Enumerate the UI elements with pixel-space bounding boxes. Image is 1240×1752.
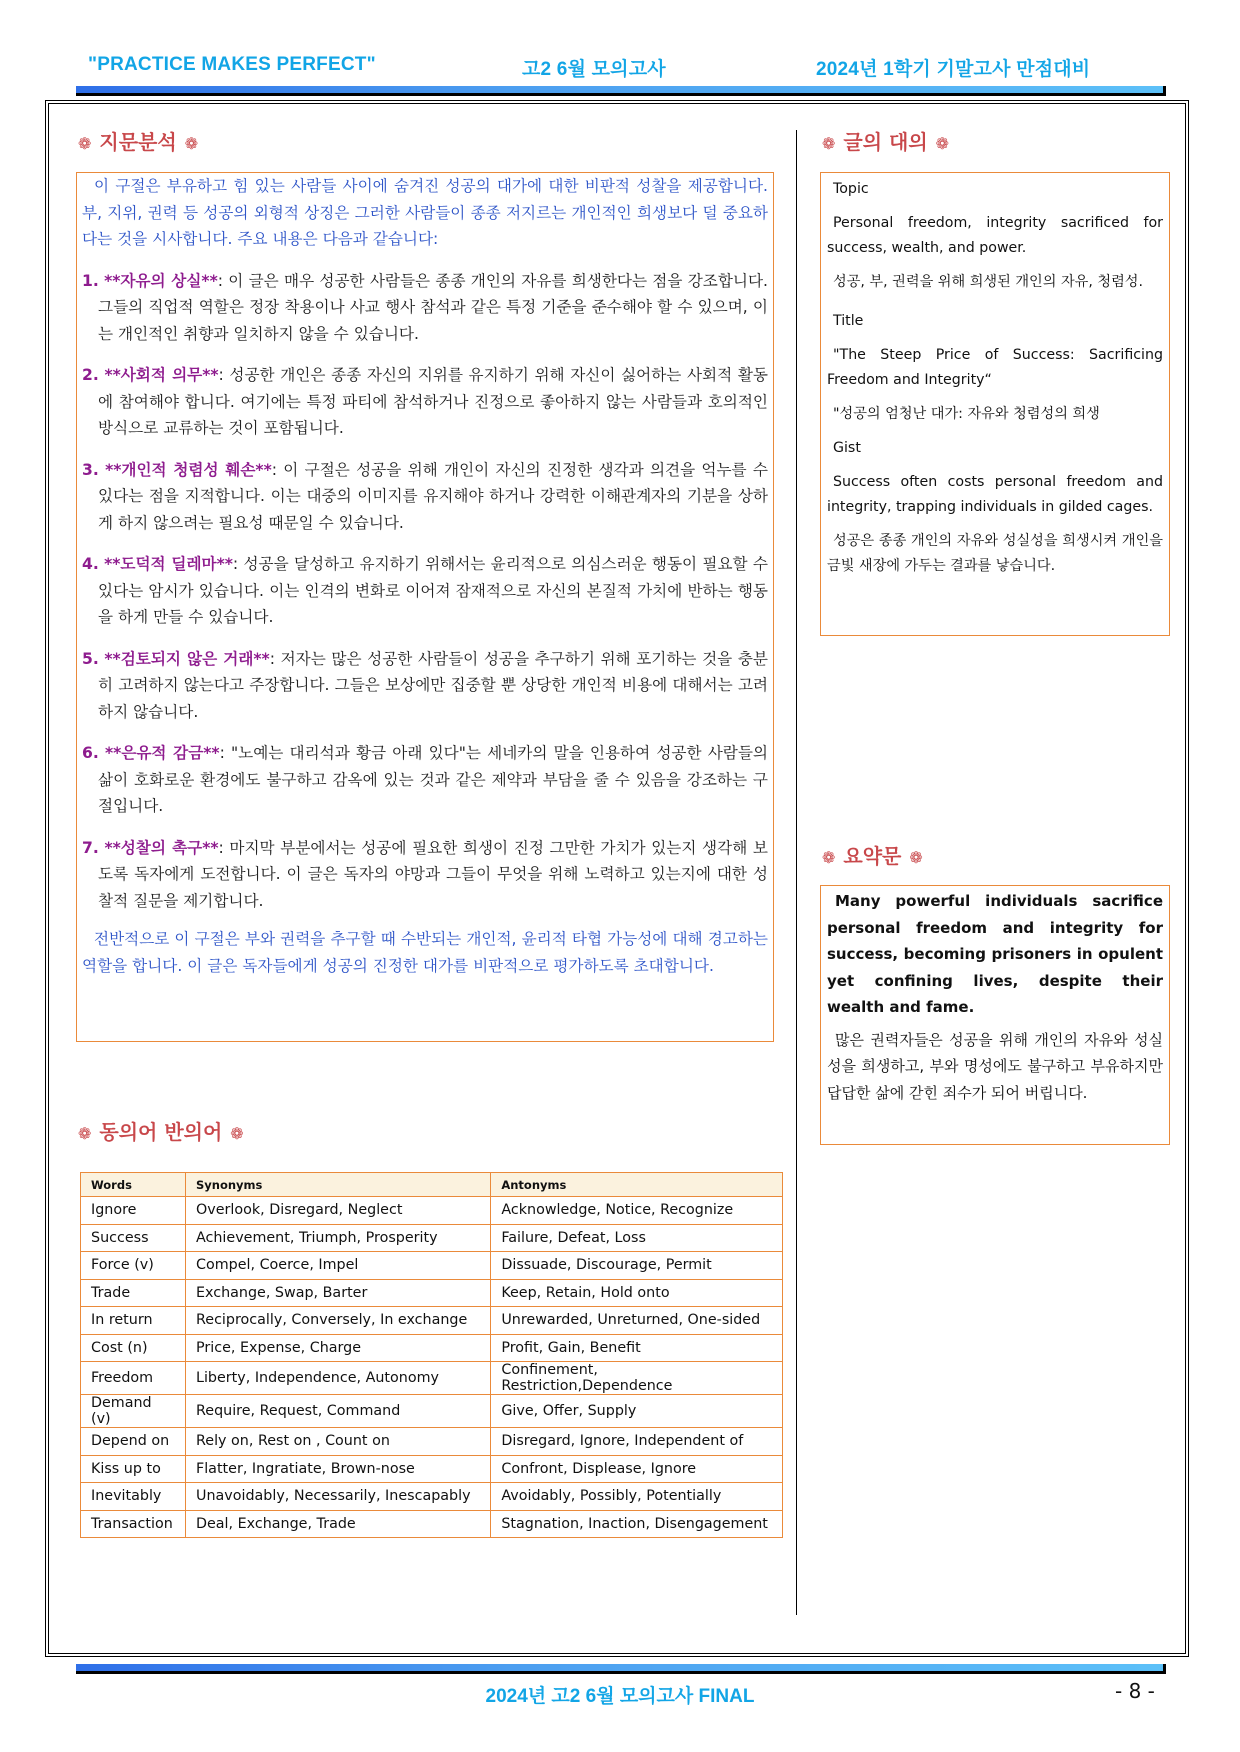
summary-english: Many powerful individuals sacrifice personal freedom and integrity for success, becoming prisoners in opulent yet confining lives, despite their wealth and fame. bbox=[827, 892, 1163, 1016]
antonyms-cell: Confinement, Restriction,Dependence bbox=[491, 1362, 783, 1395]
antonyms-cell: Keep, Retain, Hold onto bbox=[491, 1279, 783, 1307]
title-korean: "성공의 엄청난 대가: 자유와 청렴성의 희생 bbox=[833, 406, 1100, 422]
synonyms-cell: Achievement, Triumph, Prosperity bbox=[185, 1224, 490, 1252]
header-bar bbox=[76, 86, 1166, 96]
word-cell: Trade bbox=[81, 1279, 186, 1307]
column-divider bbox=[796, 130, 797, 1615]
synonyms-cell: Liberty, Independence, Autonomy bbox=[185, 1362, 490, 1395]
antonyms-cell: Failure, Defeat, Loss bbox=[491, 1224, 783, 1252]
synonyms-cell: Deal, Exchange, Trade bbox=[185, 1510, 490, 1538]
word-cell: Demand (v) bbox=[81, 1395, 186, 1428]
snowflake-icon: ❁ bbox=[822, 134, 836, 153]
synonyms-cell: Exchange, Swap, Barter bbox=[185, 1279, 490, 1307]
snowflake-icon: ❁ bbox=[184, 134, 199, 153]
item-number: 6. bbox=[82, 744, 99, 762]
synonyms-cell: Require, Request, Command bbox=[185, 1395, 490, 1428]
vocab-table bbox=[80, 1172, 783, 1538]
table-row bbox=[81, 1307, 783, 1335]
item-text: : 이 글은 매우 성공한 사람들은 종종 개인의 자유를 희생한다는 점을 강조합니다. 그들의 직업적 역할은 정장 착용이나 사교 행사 참석과 같은 특정 기준을 준수해야 할 수 있으며, 이는 개인적인 취향과 일치하지 않을 수 있습니다. bbox=[98, 271, 768, 343]
topic-korean: 성공, 부, 권력을 위해 희생된 개인의 자유, 청렴성. bbox=[833, 274, 1144, 290]
vocab-title-text: 동의어 반의어 bbox=[99, 1120, 223, 1144]
item-number: 7. bbox=[82, 838, 99, 857]
item-keyword: **사회적 의무** bbox=[104, 366, 219, 384]
analysis-item bbox=[82, 835, 768, 915]
summary-korean: 많은 권력자들은 성공을 위해 개인의 자유와 성실성을 희생하고, 부와 명성에도 불구하고 부유하지만 답답한 삶에 갇힌 죄수가 되어 버립니다. bbox=[827, 1030, 1163, 1102]
antonyms-cell: Dissuade, Discourage, Permit bbox=[491, 1252, 783, 1280]
analysis-box bbox=[76, 172, 774, 1042]
analysis-item bbox=[82, 457, 768, 537]
synonyms-cell: Flatter, Ingratiate, Brown-nose bbox=[185, 1455, 490, 1483]
table-row bbox=[81, 1483, 783, 1511]
word-cell: Kiss up to bbox=[81, 1455, 186, 1483]
analysis-title-text: 지문분석 bbox=[99, 130, 177, 154]
analysis-item bbox=[82, 646, 768, 726]
word-cell: Ignore bbox=[81, 1197, 186, 1225]
item-number: 1. bbox=[82, 271, 99, 290]
gist-korean: 성공은 종종 개인의 자유와 성실성을 희생시켜 개인을 금빛 새장에 가두는 결과를 낳습니다. bbox=[827, 533, 1163, 574]
item-keyword: **은유적 감금** bbox=[104, 744, 220, 762]
word-cell: Depend on bbox=[81, 1428, 186, 1456]
page-number: - 8 - bbox=[1115, 1679, 1155, 1703]
item-number: 4. bbox=[82, 555, 99, 573]
item-keyword: **도덕적 딜레마** bbox=[104, 555, 233, 573]
antonyms-cell: Confront, Displease, Ignore bbox=[491, 1455, 783, 1483]
item-text: : 성공을 달성하고 유지하기 위해서는 윤리적으로 의심스러운 행동이 필요할 수 있다는 암시가 있습니다. 이는 인격의 변화로 이어져 잠재적으로 자신의 본질적 가치에 반하는 행동을 하게 만들 수 있습니다. bbox=[98, 555, 768, 626]
word-cell: Inevitably bbox=[81, 1483, 186, 1511]
snowflake-icon: ❁ bbox=[230, 1124, 244, 1143]
summary-title-text: 요약문 bbox=[843, 844, 902, 868]
header-words: Words bbox=[81, 1173, 186, 1197]
snowflake-icon: ❁ bbox=[935, 134, 950, 153]
gist-section-title bbox=[822, 126, 957, 155]
header-center-title: 고2 6월 모의고사 bbox=[522, 59, 666, 80]
analysis-section-title bbox=[78, 126, 206, 155]
summary-section-title bbox=[822, 840, 931, 869]
item-number: 2. bbox=[82, 366, 99, 384]
antonyms-cell: Profit, Gain, Benefit bbox=[491, 1334, 783, 1362]
table-row bbox=[81, 1455, 783, 1483]
snowflake-icon: ❁ bbox=[909, 848, 923, 867]
snowflake-icon: ❁ bbox=[78, 1124, 92, 1143]
header-synonyms: Synonyms bbox=[185, 1173, 490, 1197]
gist-box bbox=[820, 172, 1170, 636]
word-cell: Cost (n) bbox=[81, 1334, 186, 1362]
header-left-motto: "PRACTICE MAKES PERFECT" bbox=[88, 54, 376, 75]
antonyms-cell: Disregard, Ignore, Independent of bbox=[491, 1428, 783, 1456]
antonyms-cell: Give, Offer, Supply bbox=[491, 1395, 783, 1428]
item-keyword: **성찰의 촉구** bbox=[104, 838, 219, 857]
table-row bbox=[81, 1252, 783, 1280]
gist-english: Success often costs personal freedom and integrity, trapping individuals in gilded cages. bbox=[827, 474, 1163, 515]
gist-title-text: 글의 대의 bbox=[843, 130, 928, 154]
item-text: : 이 구절은 성공을 위해 개인이 자신의 진정한 생각과 의견을 억누를 수 있다는 점을 지적합니다. 이는 대중의 이미지를 유지해야 하거나 강력한 이해관계자의 기분을 상하게 하지 않으려는 필요성 때문일 수 있습니다. bbox=[98, 460, 768, 532]
synonyms-cell: Price, Expense, Charge bbox=[185, 1334, 490, 1362]
topic-label: Topic bbox=[833, 181, 869, 197]
snowflake-icon: ❁ bbox=[822, 848, 836, 867]
footer-bar bbox=[76, 1664, 1166, 1674]
analysis-item bbox=[82, 740, 768, 820]
word-cell: Success bbox=[81, 1224, 186, 1252]
item-number: 5. bbox=[82, 649, 99, 668]
header-antonyms: Antonyms bbox=[491, 1173, 783, 1197]
item-keyword: **개인적 청렴성 훼손** bbox=[105, 460, 272, 479]
item-text: : "노예는 대리석과 황금 아래 있다"는 세네카의 말을 인용하여 성공한 사람들의 삶이 호화로운 환경에도 불구하고 감옥에 있는 것과 같은 제약과 부담을 줄 수 있음을 강조하는 구절입니다. bbox=[98, 744, 768, 815]
table-row bbox=[81, 1428, 783, 1456]
footer-title: 2024년 고2 6월 모의고사 FINAL bbox=[485, 1686, 755, 1707]
title-english: "The Steep Price of Success: Sacrificing Freedom and Integrity“ bbox=[827, 347, 1163, 388]
synonyms-cell: Rely on, Rest on , Count on bbox=[185, 1428, 490, 1456]
table-row bbox=[81, 1224, 783, 1252]
item-number: 3. bbox=[82, 460, 99, 479]
synonyms-cell: Unavoidably, Necessarily, Inescapably bbox=[185, 1483, 490, 1511]
item-text: : 성공한 개인은 종종 자신의 지위를 유지하기 위해 자신이 싫어하는 사회적 활동에 참여해야 합니다. 여기에는 특정 파티에 참석하거나 진정으로 좋아하지 않는 사람들과 호의적인 방식으로 교류하는 것이 포함됩니다. bbox=[98, 366, 768, 437]
table-row bbox=[81, 1279, 783, 1307]
vocab-section-title bbox=[78, 1116, 252, 1145]
analysis-item bbox=[82, 268, 768, 348]
item-text: : 마지막 부분에서는 성공에 필요한 희생이 진정 그만한 가치가 있는지 생각해 보도록 독자에게 도전합니다. 이 글은 독자의 야망과 그들이 무엇을 위해 노력하고 있는지에 대한 성찰적 질문을 제기합니다. bbox=[98, 838, 768, 910]
table-row bbox=[81, 1510, 783, 1538]
analysis-intro: 이 구절은 부유하고 힘 있는 사람들 사이에 숨겨진 성공의 대가에 대한 비판적 성찰을 제공합니다. 부, 지위, 권력 등 성공의 외형적 상징은 그러한 사람들이 종종 저지르는 개인적인 희생보다 덜 중요하다는 것을 시사합니다. 주요 내용은 다음과 같습니다: bbox=[82, 177, 768, 248]
item-keyword: **검토되지 않은 거래** bbox=[104, 649, 270, 668]
analysis-item bbox=[82, 551, 768, 631]
table-row bbox=[81, 1334, 783, 1362]
table-row bbox=[81, 1395, 783, 1428]
antonyms-cell: Unrewarded, Unreturned, One-sided bbox=[491, 1307, 783, 1335]
snowflake-icon: ❁ bbox=[78, 134, 92, 153]
synonyms-cell: Compel, Coerce, Impel bbox=[185, 1252, 490, 1280]
antonyms-cell: Acknowledge, Notice, Recognize bbox=[491, 1197, 783, 1225]
analysis-item bbox=[82, 362, 768, 442]
word-cell: Transaction bbox=[81, 1510, 186, 1538]
table-row bbox=[81, 1197, 783, 1225]
antonyms-cell: Avoidably, Possibly, Potentially bbox=[491, 1483, 783, 1511]
synonyms-cell: Reciprocally, Conversely, In exchange bbox=[185, 1307, 490, 1335]
word-cell: In return bbox=[81, 1307, 186, 1335]
gist-label: Gist bbox=[833, 440, 861, 456]
word-cell: Force (v) bbox=[81, 1252, 186, 1280]
item-text: : 저자는 많은 성공한 사람들이 성공을 추구하기 위해 포기하는 것을 충분히 고려하지 않는다고 주장합니다. 그들은 보상에만 집중할 뿐 상당한 개인적 비용에 대해서는 고려하지 않습니다. bbox=[98, 649, 768, 721]
title-label: Title bbox=[833, 313, 864, 329]
topic-english: Personal freedom, integrity sacrificed for success, wealth, and power. bbox=[827, 215, 1163, 256]
antonyms-cell: Stagnation, Inaction, Disengagement bbox=[491, 1510, 783, 1538]
header-right-title: 2024년 1학기 기말고사 만점대비 bbox=[816, 59, 1091, 80]
table-row bbox=[81, 1362, 783, 1395]
word-cell: Freedom bbox=[81, 1362, 186, 1395]
analysis-conclusion: 전반적으로 이 구절은 부와 권력을 추구할 때 수반되는 개인적, 윤리적 타협 가능성에 대해 경고하는 역할을 합니다. 이 글은 독자들에게 성공의 진정한 대가를 비판적으로 평가하도록 초대합니다. bbox=[82, 930, 768, 975]
item-keyword: **자유의 상실** bbox=[104, 271, 218, 290]
summary-box bbox=[820, 885, 1170, 1145]
table-header-row bbox=[81, 1173, 783, 1197]
synonyms-cell: Overlook, Disregard, Neglect bbox=[185, 1197, 490, 1225]
